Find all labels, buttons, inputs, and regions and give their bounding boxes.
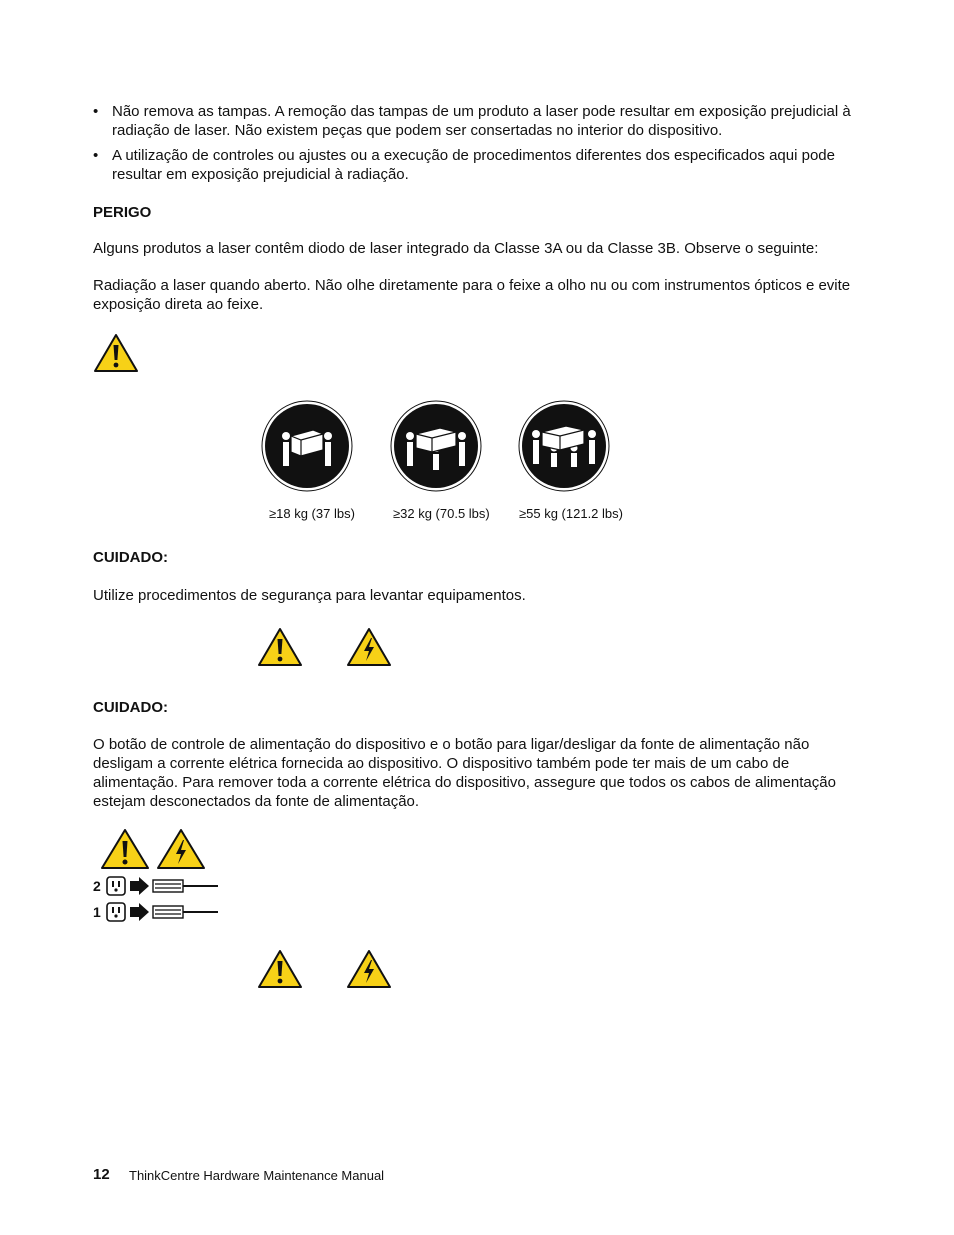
power-outlet-plug-icon — [105, 901, 220, 923]
two-person-lift-icon — [261, 400, 353, 492]
lift-weight-label: ≥32 kg (70.5 lbs) — [393, 506, 490, 521]
caution-text: O botão de controle de alimentação do dispositivo e o botão para ligar/desligar da fonte de alimentação não desligam a corrente elétrica fornecida ao dispositivo. O dispositivo também pode ter mais de um cabo de alimentação. Para remover toda a corrente elétrica do dispositivo, assegure que todos os cabos de alimentação estejam desconectados da fonte de alimentação. — [93, 736, 836, 810]
plug-number: 1 — [93, 904, 101, 920]
lift-weight-label: ≥55 kg (121.2 lbs) — [519, 506, 623, 521]
electric-shock-icon — [156, 828, 206, 870]
caution-heading: CUIDADO: — [93, 549, 168, 566]
three-person-lift-icon — [390, 400, 482, 492]
caution-text: Utilize procedimentos de segurança para levantar equipamentos. — [93, 587, 526, 604]
warning-triangle-icon — [100, 828, 150, 870]
bullet-text: A utilização de controles ou ajustes ou a execução de procedimentos diferentes dos especificados aqui pode resultar em exposição prejudicial à radiação. — [112, 147, 835, 183]
lift-weight-label: ≥18 kg (37 lbs) — [269, 506, 355, 521]
plug-number: 2 — [93, 878, 101, 894]
caution-heading: CUIDADO: — [93, 699, 168, 716]
danger-heading: PERIGO — [93, 204, 152, 221]
four-person-lift-icon — [518, 400, 610, 492]
warning-triangle-icon — [257, 949, 303, 989]
laser-warning-paragraph: Radiação a laser quando aberto. Não olhe diretamente para o feixe a olho nu ou com instrumentos ópticos e evite exposição direta ao feixe. — [93, 277, 851, 313]
bullet-dot: • — [93, 103, 99, 120]
electric-shock-icon — [346, 949, 392, 989]
power-outlet-plug-icon — [105, 875, 220, 897]
manual-title: ThinkCentre Hardware Maintenance Manual — [129, 1168, 385, 1183]
bullet-dot: • — [93, 147, 99, 164]
laser-paragraph: Alguns produtos a laser contêm diodo de laser integrado da Classe 3A ou da Classe 3B. Observe o seguinte: — [93, 240, 819, 257]
warning-triangle-icon — [257, 627, 303, 667]
bullet-text: Não remova as tampas. A remoção das tampas de um produto a laser pode resultar em exposição prejudicial à radiação de laser. Não existem peças que podem ser consertadas no interior do dispositivo. — [112, 103, 851, 139]
page-number: 12 — [93, 1166, 110, 1183]
warning-triangle-icon — [93, 333, 139, 373]
electric-shock-icon — [346, 627, 392, 667]
